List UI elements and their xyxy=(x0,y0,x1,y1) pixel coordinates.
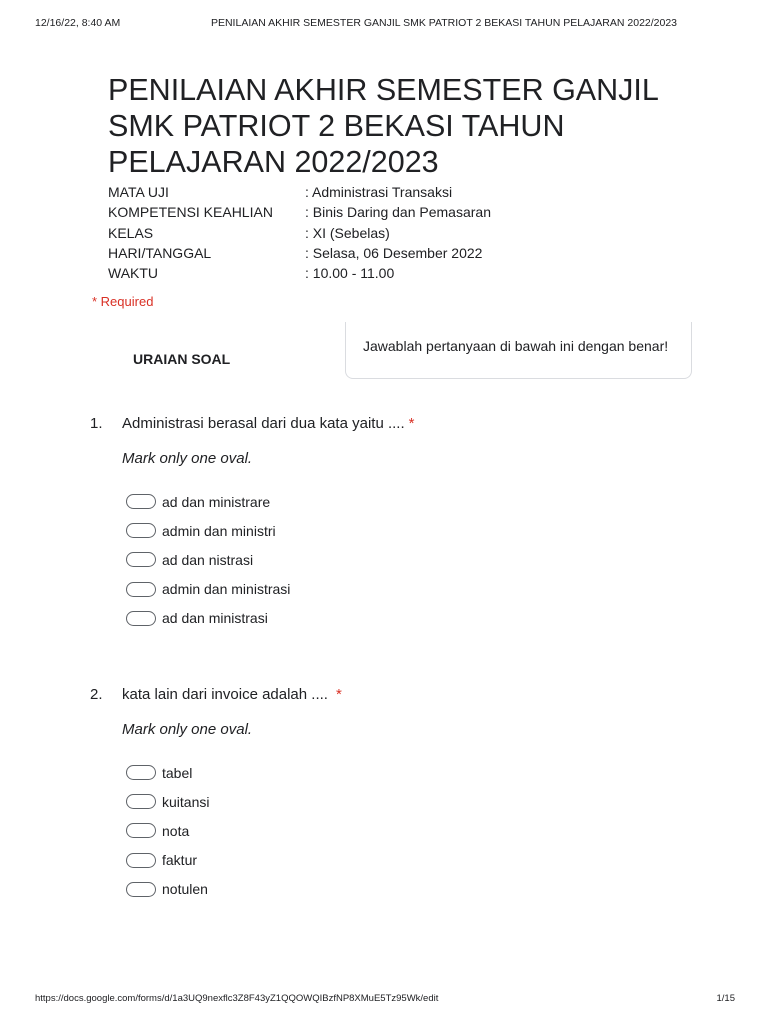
radio-oval[interactable] xyxy=(126,494,156,509)
page-number: 1/15 xyxy=(716,993,735,1004)
option[interactable] xyxy=(126,875,209,904)
option[interactable] xyxy=(126,787,209,816)
print-doc-title: PENILAIAN AKHIR SEMESTER GANJIL SMK PATRIOT 2 BEKASI TAHUN PELAJARAN 2022/2023 xyxy=(210,17,678,29)
option[interactable] xyxy=(126,487,290,516)
meta-key: HARI/TANGGAL xyxy=(108,244,212,261)
option[interactable] xyxy=(126,816,209,845)
question-text-label: kata lain dari invoice adalah .... xyxy=(122,686,328,703)
section-title: URAIAN SOAL xyxy=(133,351,231,367)
radio-oval[interactable] xyxy=(126,523,156,538)
meta-value: : 10.00 - 11.00 xyxy=(305,265,395,282)
meta-key: KELAS xyxy=(108,224,154,241)
meta-value: : Binis Daring dan Pemasaran xyxy=(305,204,491,221)
meta-row xyxy=(108,223,628,243)
option-list xyxy=(126,758,209,904)
radio-oval[interactable] xyxy=(126,823,156,838)
meta-value: : Administrasi Transaksi xyxy=(305,184,453,200)
meta-row xyxy=(108,243,628,263)
radio-oval[interactable] xyxy=(126,853,156,868)
print-datetime: 12/16/22, 8:40 AM xyxy=(35,17,121,29)
option-label: admin dan ministrasi xyxy=(162,581,291,598)
option[interactable] xyxy=(126,604,290,633)
option-label: notulen xyxy=(162,881,208,898)
required-note: * Required xyxy=(92,294,154,309)
option[interactable] xyxy=(126,575,290,604)
question-number: 2. xyxy=(90,686,103,703)
section-description-box xyxy=(345,322,692,379)
section-description: Jawablah pertanyaan di bawah ini dengan benar! xyxy=(363,338,669,354)
radio-oval[interactable] xyxy=(126,552,156,567)
radio-oval[interactable] xyxy=(126,882,156,897)
question-text xyxy=(122,415,414,432)
option-label: tabel xyxy=(162,764,193,781)
radio-oval[interactable] xyxy=(126,765,156,780)
radio-oval[interactable] xyxy=(126,611,156,626)
option[interactable] xyxy=(126,516,290,545)
meta-row xyxy=(108,182,628,202)
radio-oval[interactable] xyxy=(126,794,156,809)
meta-row xyxy=(108,263,628,283)
option-label: faktur xyxy=(162,852,198,869)
print-url: https://docs.google.com/forms/d/1a3UQ9nexflc3Z8F43yZ1QQOWQIBzfNP8XMuE5Tz95Wk/edit xyxy=(35,993,439,1004)
option[interactable] xyxy=(126,846,209,875)
meta-key: KOMPETENSI KEAHLIAN xyxy=(108,204,273,221)
meta-value: : XI (Sebelas) xyxy=(305,224,390,241)
option-list xyxy=(126,487,290,633)
option-label: kuitansi xyxy=(162,793,210,810)
print-header xyxy=(0,17,768,31)
required-asterisk: * xyxy=(408,415,415,432)
meta-value: : Selasa, 06 Desember 2022 xyxy=(305,244,483,261)
form-title: PENILAIAN AKHIR SEMESTER GANJIL SMK PATRIOT 2 BEKASI TAHUN PELAJARAN 2022/2023 xyxy=(108,73,658,179)
print-footer xyxy=(0,993,768,1007)
option-label: admin dan ministri xyxy=(162,522,276,539)
question-number: 1. xyxy=(90,415,103,432)
meta-key: MATA UJI xyxy=(108,184,169,200)
option[interactable] xyxy=(126,545,290,574)
option-label: ad dan nistrasi xyxy=(162,551,254,568)
question-text-label: Administrasi berasal dari dua kata yaitu .... xyxy=(122,415,405,432)
form-meta xyxy=(108,182,628,283)
option-label: nota xyxy=(162,822,190,839)
meta-key: WAKTU xyxy=(108,265,159,282)
required-asterisk: * xyxy=(335,686,342,703)
question-instruction: Mark only one oval. xyxy=(122,721,253,738)
meta-row xyxy=(108,202,628,222)
option-label: ad dan ministrare xyxy=(162,493,271,510)
option-label: ad dan ministrasi xyxy=(162,610,268,627)
question-text xyxy=(122,686,342,703)
radio-oval[interactable] xyxy=(126,582,156,597)
option[interactable] xyxy=(126,758,209,787)
question-instruction: Mark only one oval. xyxy=(122,450,253,467)
